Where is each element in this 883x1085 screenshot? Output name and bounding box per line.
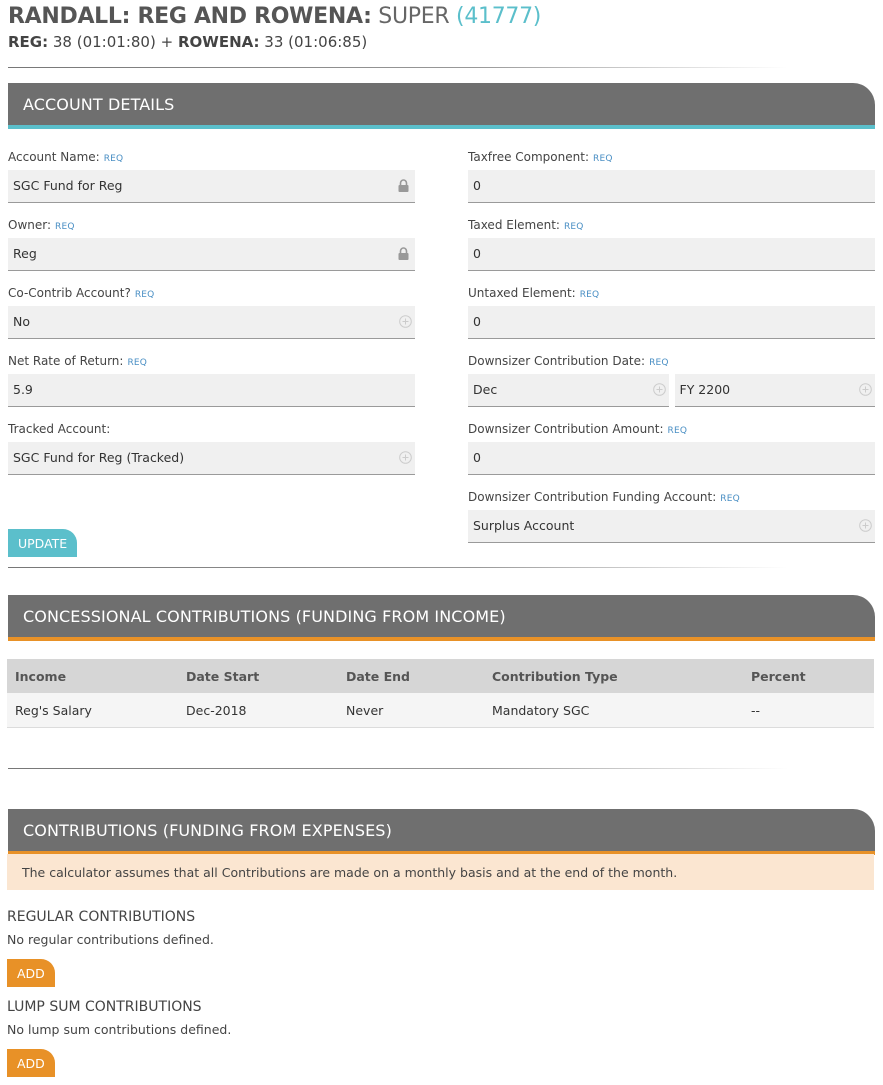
required-marker: REQ [649,358,669,368]
divider [8,768,788,769]
untaxed-element-input[interactable]: 0 [468,306,875,339]
downsizer-year-select[interactable]: FY 2200 [675,374,876,407]
record-id: (41777) [456,4,542,29]
plus-circle-icon [653,383,666,396]
field-label: Account Name: REQ [8,150,124,164]
page-title [8,2,878,32]
add-regular-contribution-button[interactable]: ADD [7,959,55,987]
field-label: Untaxed Element: REQ [468,286,600,300]
lock-icon [398,179,409,192]
field-label: Owner: REQ [8,218,75,232]
field-label: Co-Contrib Account? REQ [8,286,155,300]
downsizer-funding-select[interactable]: Surplus Account [468,510,875,543]
table-cell: Mandatory SGC [484,693,743,728]
taxed-element-field [468,216,875,271]
table-cell: Never [338,693,484,728]
monthly-basis-notice: The calculator assumes that all Contributions are made on a monthly basis and at the end of the month. [7,854,874,890]
lock-icon [398,247,409,260]
column-header[interactable]: Date End [338,659,484,693]
person1-age: 38 (01:01:80) [52,33,156,51]
downsizer-amount-field [468,420,875,475]
module-name: SUPER [378,4,450,29]
account-name-field [8,148,415,203]
field-label: Tracked Account: [8,422,111,436]
required-marker: REQ [103,154,124,164]
concessional-title: CONCESSIONAL CONTRIBUTIONS (FUNDING FROM INCOME) [23,607,506,626]
untaxed-element-field [468,284,875,339]
plus-sign: + [160,33,174,51]
divider [8,67,788,68]
account-details-title: ACCOUNT DETAILS [23,95,175,114]
owner-field [8,216,415,271]
field-label: Taxfree Component: REQ [468,150,613,164]
net-rate-input[interactable]: 5.9 [8,374,415,407]
plus-circle-icon [859,519,872,532]
table-cell: Reg's Salary [7,693,178,728]
divider [8,567,788,568]
plus-circle-icon [399,451,412,464]
concessional-header [8,595,875,641]
owner-input[interactable]: Reg [8,238,415,271]
regular-contributions-heading: REGULAR CONTRIBUTIONS [7,909,196,925]
account-name-input[interactable]: SGC Fund for Reg [8,170,415,203]
downsizer-amount-input[interactable]: 0 [468,442,875,475]
required-marker: REQ [127,358,148,368]
required-marker: REQ [134,290,155,300]
required-marker: REQ [579,290,600,300]
taxed-element-input[interactable]: 0 [468,238,875,271]
contributions-header [8,809,875,855]
account-details-header [8,83,875,129]
page-header [8,2,878,52]
field-label: Downsizer Contribution Date: REQ [468,354,669,368]
plus-circle-icon [399,315,412,328]
field-label: Net Rate of Return: REQ [8,354,148,368]
page-subtitle [8,32,878,52]
column-header[interactable]: Date Start [178,659,338,693]
co-contrib-field [8,284,415,339]
taxfree-component-field [468,148,875,203]
table-header-row [7,659,874,693]
field-label: Downsizer Contribution Amount: REQ [468,422,688,436]
tracked-account-select[interactable]: SGC Fund for Reg (Tracked) [8,442,415,475]
lump-sum-contributions-empty: No lump sum contributions defined. [7,1022,232,1037]
required-marker: REQ [667,426,688,436]
lump-sum-contributions-heading: LUMP SUM CONTRIBUTIONS [7,999,202,1015]
column-header[interactable]: Percent [743,659,874,693]
regular-contributions-empty: No regular contributions defined. [7,932,214,947]
net-rate-field [8,352,415,407]
required-marker: REQ [55,222,75,232]
client-name: RANDALL: REG AND ROWENA: [8,4,372,29]
downsizer-date-field [468,352,875,407]
downsizer-date-selects [468,374,875,407]
column-header[interactable]: Contribution Type [484,659,743,693]
column-header[interactable]: Income [7,659,178,693]
required-marker: REQ [592,154,613,164]
table-cell: Dec-2018 [178,693,338,728]
table-cell: -- [743,693,874,728]
plus-circle-icon [859,383,872,396]
required-marker: REQ [563,222,584,232]
taxfree-component-input[interactable]: 0 [468,170,875,203]
person1-name: REG: [8,33,49,51]
add-lump-sum-contribution-button[interactable]: ADD [7,1049,55,1077]
person2-name: ROWENA: [177,33,260,51]
tracked-account-field [8,420,415,475]
downsizer-funding-field [468,488,875,543]
co-contrib-select[interactable]: No [8,306,415,339]
field-label: Downsizer Contribution Funding Account: REQ [468,490,740,504]
table-row[interactable] [7,693,874,728]
person2-age: 33 (01:06:85) [264,33,368,51]
concessional-table [7,659,874,728]
contributions-title: CONTRIBUTIONS (FUNDING FROM EXPENSES) [23,821,392,840]
field-label: Taxed Element: REQ [468,218,584,232]
downsizer-month-select[interactable]: Dec [468,374,669,407]
required-marker: REQ [720,494,740,504]
update-button[interactable]: UPDATE [8,529,77,557]
